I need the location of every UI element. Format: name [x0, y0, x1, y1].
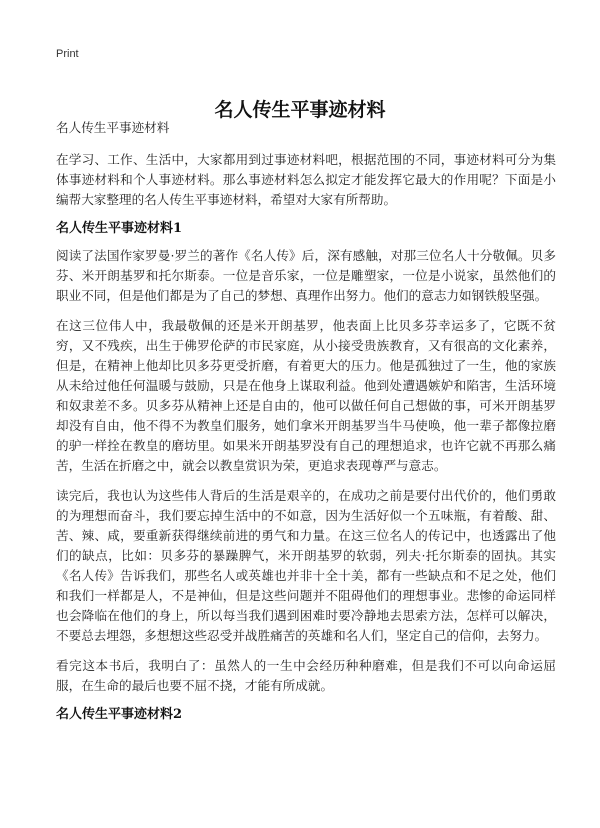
page-title: 名人传生平事迹材料 [214, 98, 386, 121]
print-link[interactable]: Print [56, 48, 79, 60]
section-heading-2: 名人传生平事迹材料2 [56, 707, 183, 722]
article-subtitle: 名人传生平事迹材料 [56, 120, 170, 135]
article-body [56, 118, 556, 732]
section1-paragraph: 读完后，我也认为这些伟人背后的生活是艰辛的，在成功之前是要付出代价的，他们勇敢的为理想而奋斗，我们要忘掉生活中的不如意，因为生活好似一个五味瓶，有着酸、甜、苦、辣、咸，要重新获得继续前进的勇气和力量。在这三位名人的传记中，也透露出了他们的缺点，比如：贝多芬的暴躁脾气，米开朗基罗的软弱，列夫·托尔斯泰的固执。其实《名人传》告诉我们，那些名人或英雄也并非十全十美，都有一些缺点和不足之处，他们和我们一样都是人，不是神仙，但是这些问题并不阻碍他们的理想事业。悲惨的命运同样也会降临在他们的身上，所以每当我们遇到困难时要冷静地去思索方法，怎样可以解决，不要总去埋怨，多想想这些忍受并战胜痛苦的英雄和名人们，坚定自己的信仰，去努力。 [56, 488, 556, 643]
section1-paragraph: 阅读了法国作家罗曼·罗兰的著作《名人传》后，深有感触，对那三位名人十分敬佩。贝多芬、米开朗基罗和托尔斯泰。一位是音乐家，一位是雕塑家，一位是小说家，虽然他们的职业不同，但是他们都是为了自己的梦想、真理作出努力。他们的意志力如钢铁般坚强。 [56, 248, 556, 303]
section1-paragraph: 看完这本书后，我明白了：虽然人的一生中会经历种种磨难，但是我们不可以向命运屈服，在生命的最后也要不屈不挠，才能有所成就。 [56, 658, 556, 693]
intro-paragraph: 在学习、工作、生活中，大家都用到过事迹材料吧，根据范围的不同，事迹材料可分为集体事迹材料和个人事迹材料。那么事迹材料怎么拟定才能发挥它最大的作用呢？下面是小编帮大家整理的名人传生平事迹材料，希望对大家有所帮助。 [56, 152, 556, 207]
section1-paragraph: 在这三位伟人中，我最敬佩的还是米开朗基罗，他表面上比贝多芬幸运多了，它既不贫穷，又不残疾，出生于佛罗伦萨的市民家庭，从小接受贵族教育，又有很高的文化素养，但是，在精神上他却比贝多芬更受折磨，有着更大的压力。他是孤独过了一生，他的家族从未给过他任何温暖与鼓励，只是在他身上谋取利益。他到处遭遇嫉妒和陷害，生活环境和奴隶差不多。贝多芬从精神上还是自由的，他可以做任何自己想做的事，可米开朗基罗却没有自由，他不得不为教皇们服务，她们拿米开朗基罗当牛马使唤，他一辈子都像拉磨的驴一样拴在教皇的磨坊里。如果米开朗基罗没有自己的理想追求，也许它就不再那么痛苦，生活在折磨之中，就会以教皇赏识为荣，更追求表现尊严与意志。 [56, 318, 556, 473]
section-heading-1: 名人传生平事迹材料1 [56, 221, 183, 236]
